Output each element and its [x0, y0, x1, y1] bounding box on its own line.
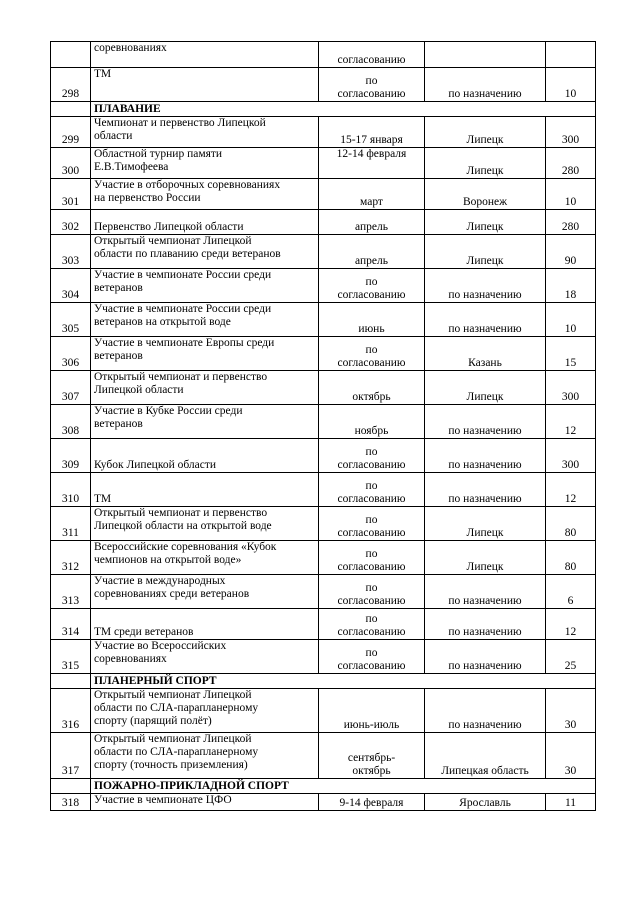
event-name: Участие в Кубке России среди ветеранов: [91, 405, 319, 439]
table-row: [51, 303, 596, 337]
event-place: по назначению: [425, 68, 546, 102]
row-number: 314: [51, 609, 91, 640]
table-row: [51, 733, 596, 779]
row-number: 307: [51, 371, 91, 405]
section-header-row: [51, 102, 596, 117]
event-name: Открытый чемпионат и первенство Липецкой области на открытой воде: [91, 507, 319, 541]
event-place: Липецкая область: [425, 733, 546, 779]
row-number: 313: [51, 575, 91, 609]
participant-count: 280: [546, 148, 596, 179]
row-number: 315: [51, 640, 91, 674]
table-row: [51, 42, 596, 68]
event-place: по назначению: [425, 473, 546, 507]
section-title: ПОЖАРНО-ПРИКЛАДНОЙ СПОРТ: [91, 779, 596, 794]
participant-count: 10: [546, 179, 596, 210]
participant-count: 6: [546, 575, 596, 609]
event-date: по согласованию: [319, 609, 425, 640]
row-number: 308: [51, 405, 91, 439]
event-name: Участие в чемпионате России среди ветеранов: [91, 269, 319, 303]
event-place: по назначению: [425, 439, 546, 473]
event-date: июнь: [319, 303, 425, 337]
participant-count: 80: [546, 507, 596, 541]
participant-count: 11: [546, 794, 596, 811]
event-name: Участие во Всероссийских соревнованиях: [91, 640, 319, 674]
event-name: соревнованиях: [91, 42, 319, 68]
event-place: Липецк: [425, 507, 546, 541]
table-row: [51, 371, 596, 405]
row-number: 302: [51, 210, 91, 235]
section-header-row: [51, 674, 596, 689]
event-date: апрель: [319, 235, 425, 269]
row-number: 301: [51, 179, 91, 210]
event-place: по назначению: [425, 269, 546, 303]
event-place: [425, 42, 546, 68]
section-title: ПЛАНЕРНЫЙ СПОРТ: [91, 674, 596, 689]
schedule-table-body: [51, 42, 596, 811]
event-name: Открытый чемпионат и первенство Липецкой области: [91, 371, 319, 405]
table-row: [51, 148, 596, 179]
row-number: 311: [51, 507, 91, 541]
schedule-table: [50, 41, 596, 811]
participant-count: 18: [546, 269, 596, 303]
event-date: по согласованию: [319, 575, 425, 609]
row-number: [51, 42, 91, 68]
event-date: 12-14 февраля: [319, 148, 425, 179]
participant-count: 25: [546, 640, 596, 674]
event-date: по согласованию: [319, 337, 425, 371]
event-date: по согласованию: [319, 507, 425, 541]
participant-count: 280: [546, 210, 596, 235]
event-name: Открытый чемпионат Липецкой области по СЛА-парапланерному спорту (точность приземления): [91, 733, 319, 779]
event-place: по назначению: [425, 640, 546, 674]
event-name: Чемпионат и первенство Липецкой области: [91, 117, 319, 148]
event-place: Казань: [425, 337, 546, 371]
event-date: согласованию: [319, 42, 425, 68]
participant-count: 10: [546, 68, 596, 102]
table-row: [51, 473, 596, 507]
section-number-cell: [51, 674, 91, 689]
event-name: Участие в чемпионате Европы среди ветеранов: [91, 337, 319, 371]
event-place: Ярославль: [425, 794, 546, 811]
participant-count: 12: [546, 609, 596, 640]
event-name: ТМ среди ветеранов: [91, 609, 319, 640]
table-row: [51, 794, 596, 811]
row-number: 300: [51, 148, 91, 179]
row-number: 316: [51, 689, 91, 733]
row-number: 304: [51, 269, 91, 303]
participant-count: 300: [546, 117, 596, 148]
event-name: Участие в чемпионате ЦФО: [91, 794, 319, 811]
event-name: Участие в чемпионате России среди ветеранов на открытой воде: [91, 303, 319, 337]
event-name: Открытый чемпионат Липецкой области по плаванию среди ветеранов: [91, 235, 319, 269]
participant-count: 30: [546, 689, 596, 733]
event-name: Кубок Липецкой области: [91, 439, 319, 473]
event-place: Воронеж: [425, 179, 546, 210]
event-date: по согласованию: [319, 269, 425, 303]
event-name: Областной турнир памяти Е.В.Тимофеева: [91, 148, 319, 179]
event-name: Всероссийские соревнования «Кубок чемпионов на открытой воде»: [91, 541, 319, 575]
participant-count: 15: [546, 337, 596, 371]
event-place: Липецк: [425, 148, 546, 179]
event-date: 9-14 февраля: [319, 794, 425, 811]
event-place: по назначению: [425, 689, 546, 733]
section-title: ПЛАВАНИЕ: [91, 102, 596, 117]
row-number: 298: [51, 68, 91, 102]
section-header-row: [51, 779, 596, 794]
table-row: [51, 117, 596, 148]
table-row: [51, 235, 596, 269]
event-date: по согласованию: [319, 541, 425, 575]
event-date: октябрь: [319, 371, 425, 405]
participant-count: 12: [546, 473, 596, 507]
participant-count: 12: [546, 405, 596, 439]
participant-count: 90: [546, 235, 596, 269]
table-row: [51, 68, 596, 102]
row-number: 299: [51, 117, 91, 148]
event-place: Липецк: [425, 117, 546, 148]
participant-count: 300: [546, 439, 596, 473]
row-number: 317: [51, 733, 91, 779]
row-number: 312: [51, 541, 91, 575]
row-number: 305: [51, 303, 91, 337]
section-number-cell: [51, 102, 91, 117]
table-row: [51, 179, 596, 210]
table-row: [51, 439, 596, 473]
table-row: [51, 269, 596, 303]
table-row: [51, 640, 596, 674]
participant-count: 80: [546, 541, 596, 575]
participant-count: 300: [546, 371, 596, 405]
event-place: Липецк: [425, 541, 546, 575]
row-number: 303: [51, 235, 91, 269]
table-row: [51, 210, 596, 235]
table-row: [51, 405, 596, 439]
event-place: по назначению: [425, 609, 546, 640]
event-date: июнь-июль: [319, 689, 425, 733]
event-date: апрель: [319, 210, 425, 235]
section-number-cell: [51, 779, 91, 794]
event-name: Первенство Липецкой области: [91, 210, 319, 235]
row-number: 309: [51, 439, 91, 473]
event-place: Липецк: [425, 210, 546, 235]
event-date: по согласованию: [319, 439, 425, 473]
event-date: по согласованию: [319, 68, 425, 102]
event-date: март: [319, 179, 425, 210]
table-row: [51, 507, 596, 541]
table-row: [51, 575, 596, 609]
participant-count: 30: [546, 733, 596, 779]
event-name: ТМ: [91, 473, 319, 507]
event-name: Открытый чемпионат Липецкой области по СЛА-парапланерному спорту (парящий полёт): [91, 689, 319, 733]
table-row: [51, 609, 596, 640]
event-date: по согласованию: [319, 473, 425, 507]
event-name: ТМ: [91, 68, 319, 102]
event-place: Липецк: [425, 235, 546, 269]
event-place: Липецк: [425, 371, 546, 405]
event-date: 15-17 января: [319, 117, 425, 148]
event-place: по назначению: [425, 405, 546, 439]
event-name: Участие в международных соревнованиях среди ветеранов: [91, 575, 319, 609]
event-name: Участие в отборочных соревнованиях на первенство России: [91, 179, 319, 210]
event-place: по назначению: [425, 575, 546, 609]
participant-count: [546, 42, 596, 68]
row-number: 310: [51, 473, 91, 507]
table-row: [51, 541, 596, 575]
event-place: по назначению: [425, 303, 546, 337]
table-row: [51, 337, 596, 371]
row-number: 306: [51, 337, 91, 371]
event-date: ноябрь: [319, 405, 425, 439]
event-date: сентябрь- октябрь: [319, 733, 425, 779]
event-date: по согласованию: [319, 640, 425, 674]
participant-count: 10: [546, 303, 596, 337]
row-number: 318: [51, 794, 91, 811]
table-row: [51, 689, 596, 733]
